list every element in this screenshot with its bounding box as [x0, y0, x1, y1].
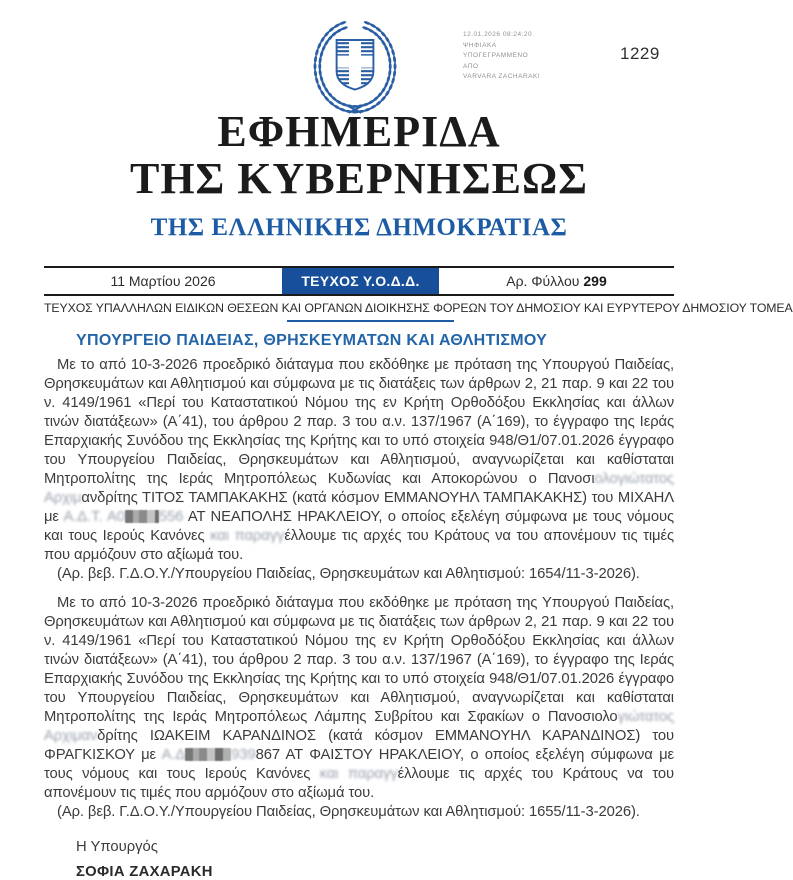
certification-line: (Αρ. βεβ. Γ.Δ.Ο.Υ./Υπουργείου Παιδείας, Θρησκευμάτων και Αθλητισμού: 1654/11-3-2026). — [57, 566, 640, 582]
sheet-label: Αρ. Φύλλου — [506, 273, 580, 289]
digital-signature-stamp — [463, 30, 583, 83]
ministry-heading: ΥΠΟΥΡΓΕΙΟ ΠΑΙΔΕΙΑΣ, ΘΡΗΣΚΕΥΜΑΤΩΝ ΚΑΙ ΑΘΛΗΤΙΣΜΟΥ — [76, 332, 548, 349]
coat-of-arms-icon — [307, 16, 403, 120]
blurred-text: Α.Δ — [161, 747, 186, 763]
gazette-title-line2: ΤΗΣ ΚΥΒΕΡΝΗΣΕΩΣ — [129, 154, 589, 203]
stamp-line: ΥΠΟΓΕΓΡΑΜΜΕΝΟ — [463, 52, 529, 59]
decree-paragraph: Με το από 10-3-2026 προεδρικό διάταγμα που εκδόθηκε με πρόταση της Υπουργού Παιδείας, Θρησκευμάτων και Αθλητισμού και σύμφωνα με τις διατάξεις των άρθρων 2, 21 παρ. 9 και 22 του ν. 4149/1961 «Περί του Καταστατικού Νόμου της εν Κρήτη Ορθοδόξου Εκκλησίας και άλλων τινών διατάξεων» (Α΄41), του άρθρου 2 παρ. 3 του α.ν. 137/1967 (Α΄169), το έγγραφο της Ιεράς Επαρχιακής Συνόδου της Εκκλησίας της Κρήτης και το υπό στοιχεία 948/Θ1/07.01.2026 έγγραφο του Υπουργείου Παιδείας, Θρησκευμάτων και Αθλητισμού, αναγνωρίζεται και καθίσταται Μητροπολίτης της Ιεράς Μητροπόλεως Κυδωνίας και Αποκορώνου ο Πανοσιολογιώτατος Αρχιμανδρίτης ΤΙΤΟΣ ΤΑΜΠΑΚΑΚΗΣ (κατά κόσμον ΕΜΜΑΝΟΥΗΛ ΤΑΜΠΑΚΑΚΗΣ) του ΜΙΧΑΗΛ με Α.Δ.Τ. Α0 556 ΑΤ ΝΕΑΠΟΛΗΣ ΗΡΑΚΛΕΙΟΥ, ο οποίος εξελέγη σύμφωνα με τους νόμους και τους Ιερούς Κανόνες και παραγγέλλουμε τις αρχές του Κράτους να του απονέμουν τις τιμές που αρμόζουν στο αξίωμά του. — [44, 357, 674, 563]
gazette-title — [0, 108, 718, 202]
blurred-text: ολογιώτατος Αρχιμ — [44, 471, 674, 506]
stamp-line: ΑΠΟ — [463, 62, 479, 70]
stamp-line: 12.01.2026 08:24:20 — [463, 31, 533, 38]
subtitle-underline — [287, 320, 454, 322]
document-body — [44, 332, 674, 880]
blurred-text: 939 — [231, 747, 256, 763]
issue-bar — [44, 266, 674, 296]
masthead — [0, 108, 718, 242]
decree-paragraph: Με το από 10-3-2026 προεδρικό διάταγμα που εκδόθηκε με πρόταση της Υπουργού Παιδείας, Θρησκευμάτων και Αθλητισμού και σύμφωνα με τις διατάξεις των άρθρων 2, 21 παρ. 9 και 22 του ν. 4149/1961 «Περί του Καταστατικού Νόμου της εν Κρήτη Ορθοδόξου Εκκλησίας και άλλων τινών διατάξεων» (Α΄41), του άρθρου 2 παρ. 3 του α.ν. 137/1967 (Α΄169), το έγγραφο της Ιεράς Επαρχιακής Συνόδου της Εκκλησίας της Κρήτης και το υπό στοιχεία 948/Θ1/07.01.2026 έγγραφο του Υπουργείου Παιδείας, Θρησκευμάτων και Αθλητισμού, αναγνωρίζεται και καθίσταται Μητροπολίτης της Ιεράς Μητροπόλεως Λάμπης Συβρίτου και Σφακίων ο Πανοσιολογιώτατος Αρχιμανδρίτης ΙΩΑΚΕΙΜ ΚΑΡΑΝΔΙΝΟΣ (κατά κόσμον ΕΜΜΑΝΟΥΗΛ ΚΑΡΑΝΔΙΝΟΣ) του ΦΡΑΓΚΙΣΚΟΥ με Α.Δ 939867 ΑΤ ΦΑΙΣΤΟΥ ΗΡΑΚΛΕΙΟΥ, ο οποίος εξελέγη σύμφωνα με τους νόμους και τους Ιερούς Κανόνες και παραγγέλλουμε τις αρχές του Κράτους να του απονέμουν τις τιμές που αρμόζουν στο αξίωμά του. — [44, 595, 674, 801]
signatory-name: ΣΟΦΙΑ ΖΑΧΑΡΑΚΗ — [76, 864, 213, 880]
issue-date: 11 Μαρτίου 2026 — [110, 273, 216, 289]
blurred-text: Α.Δ.Τ. Α0 — [63, 509, 125, 525]
stamp-line: ΨΗΦΙΑΚΑ — [463, 41, 497, 49]
stamp-line: VARVARA ZACHARAKI — [463, 73, 541, 80]
certification-line: (Αρ. βεβ. Γ.Δ.Ο.Υ./Υπουργείου Παιδείας, Θρησκευμάτων και Αθλητισμού: 1655/11-3-2026). — [57, 804, 640, 820]
blurred-text: και παραγγ — [210, 528, 285, 544]
signatory-role: Η Υπουργός — [76, 839, 158, 855]
redaction-block — [185, 748, 231, 761]
sheet-number: 299 — [583, 273, 607, 289]
decrees-section — [44, 356, 674, 822]
gazette-title-line1: ΕΦΗΜΕΡΙΔΑ — [217, 107, 501, 156]
blurred-text: γιώτατος Αρχιμαν — [44, 709, 674, 744]
issue-sheet — [439, 268, 674, 294]
gazette-subtitle: ΤΗΣ ΕΛΛΗΝΙΚΗΣ ΔΗΜΟΚΡΑΤΙΑΣ — [150, 214, 568, 241]
issue-series-badge: ΤΕΥΧΟΣ Υ.Ο.Δ.Δ. — [282, 268, 439, 294]
blurred-text: 556 — [158, 509, 184, 525]
blurred-text: και παραγγ — [319, 766, 398, 782]
page-number: 1229 — [620, 44, 660, 63]
redaction-block — [125, 510, 159, 523]
issue-subtitle: ΤΕΥΧΟΣ ΥΠΑΛΛΗΛΩΝ ΕΙΔΙΚΩΝ ΘΕΣΕΩΝ ΚΑΙ ΟΡΓΑΝΩΝ ΔΙΟΙΚΗΣΗΣ ΦΟΡΕΩΝ ΤΟΥ ΔΗΜΟΣΙΟΥ ΚΑΙ ΕΥΡΥΤΕΡΟΥ ΔΗΜΟΣΙΟΥ ΤΟΜΕΑ — [44, 301, 793, 315]
